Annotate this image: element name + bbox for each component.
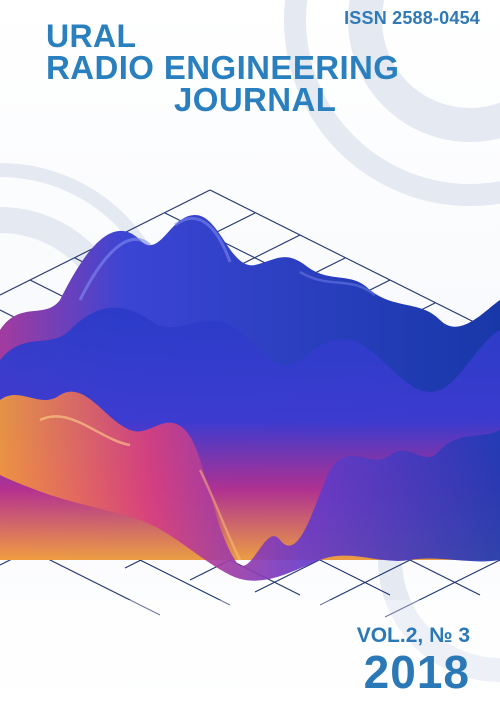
- journal-title: [46, 20, 476, 116]
- volume-issue: VOL.2, № 3: [356, 624, 470, 647]
- title-line-2: RADIO ENGINEERING: [46, 49, 400, 86]
- title-line-1: URAL: [46, 18, 137, 54]
- wave-surface: [0, 215, 500, 581]
- title-line-3: JOURNAL: [174, 81, 337, 118]
- publication-year: 2018: [363, 646, 470, 698]
- issn-number: ISSN 2588-0454: [344, 8, 480, 28]
